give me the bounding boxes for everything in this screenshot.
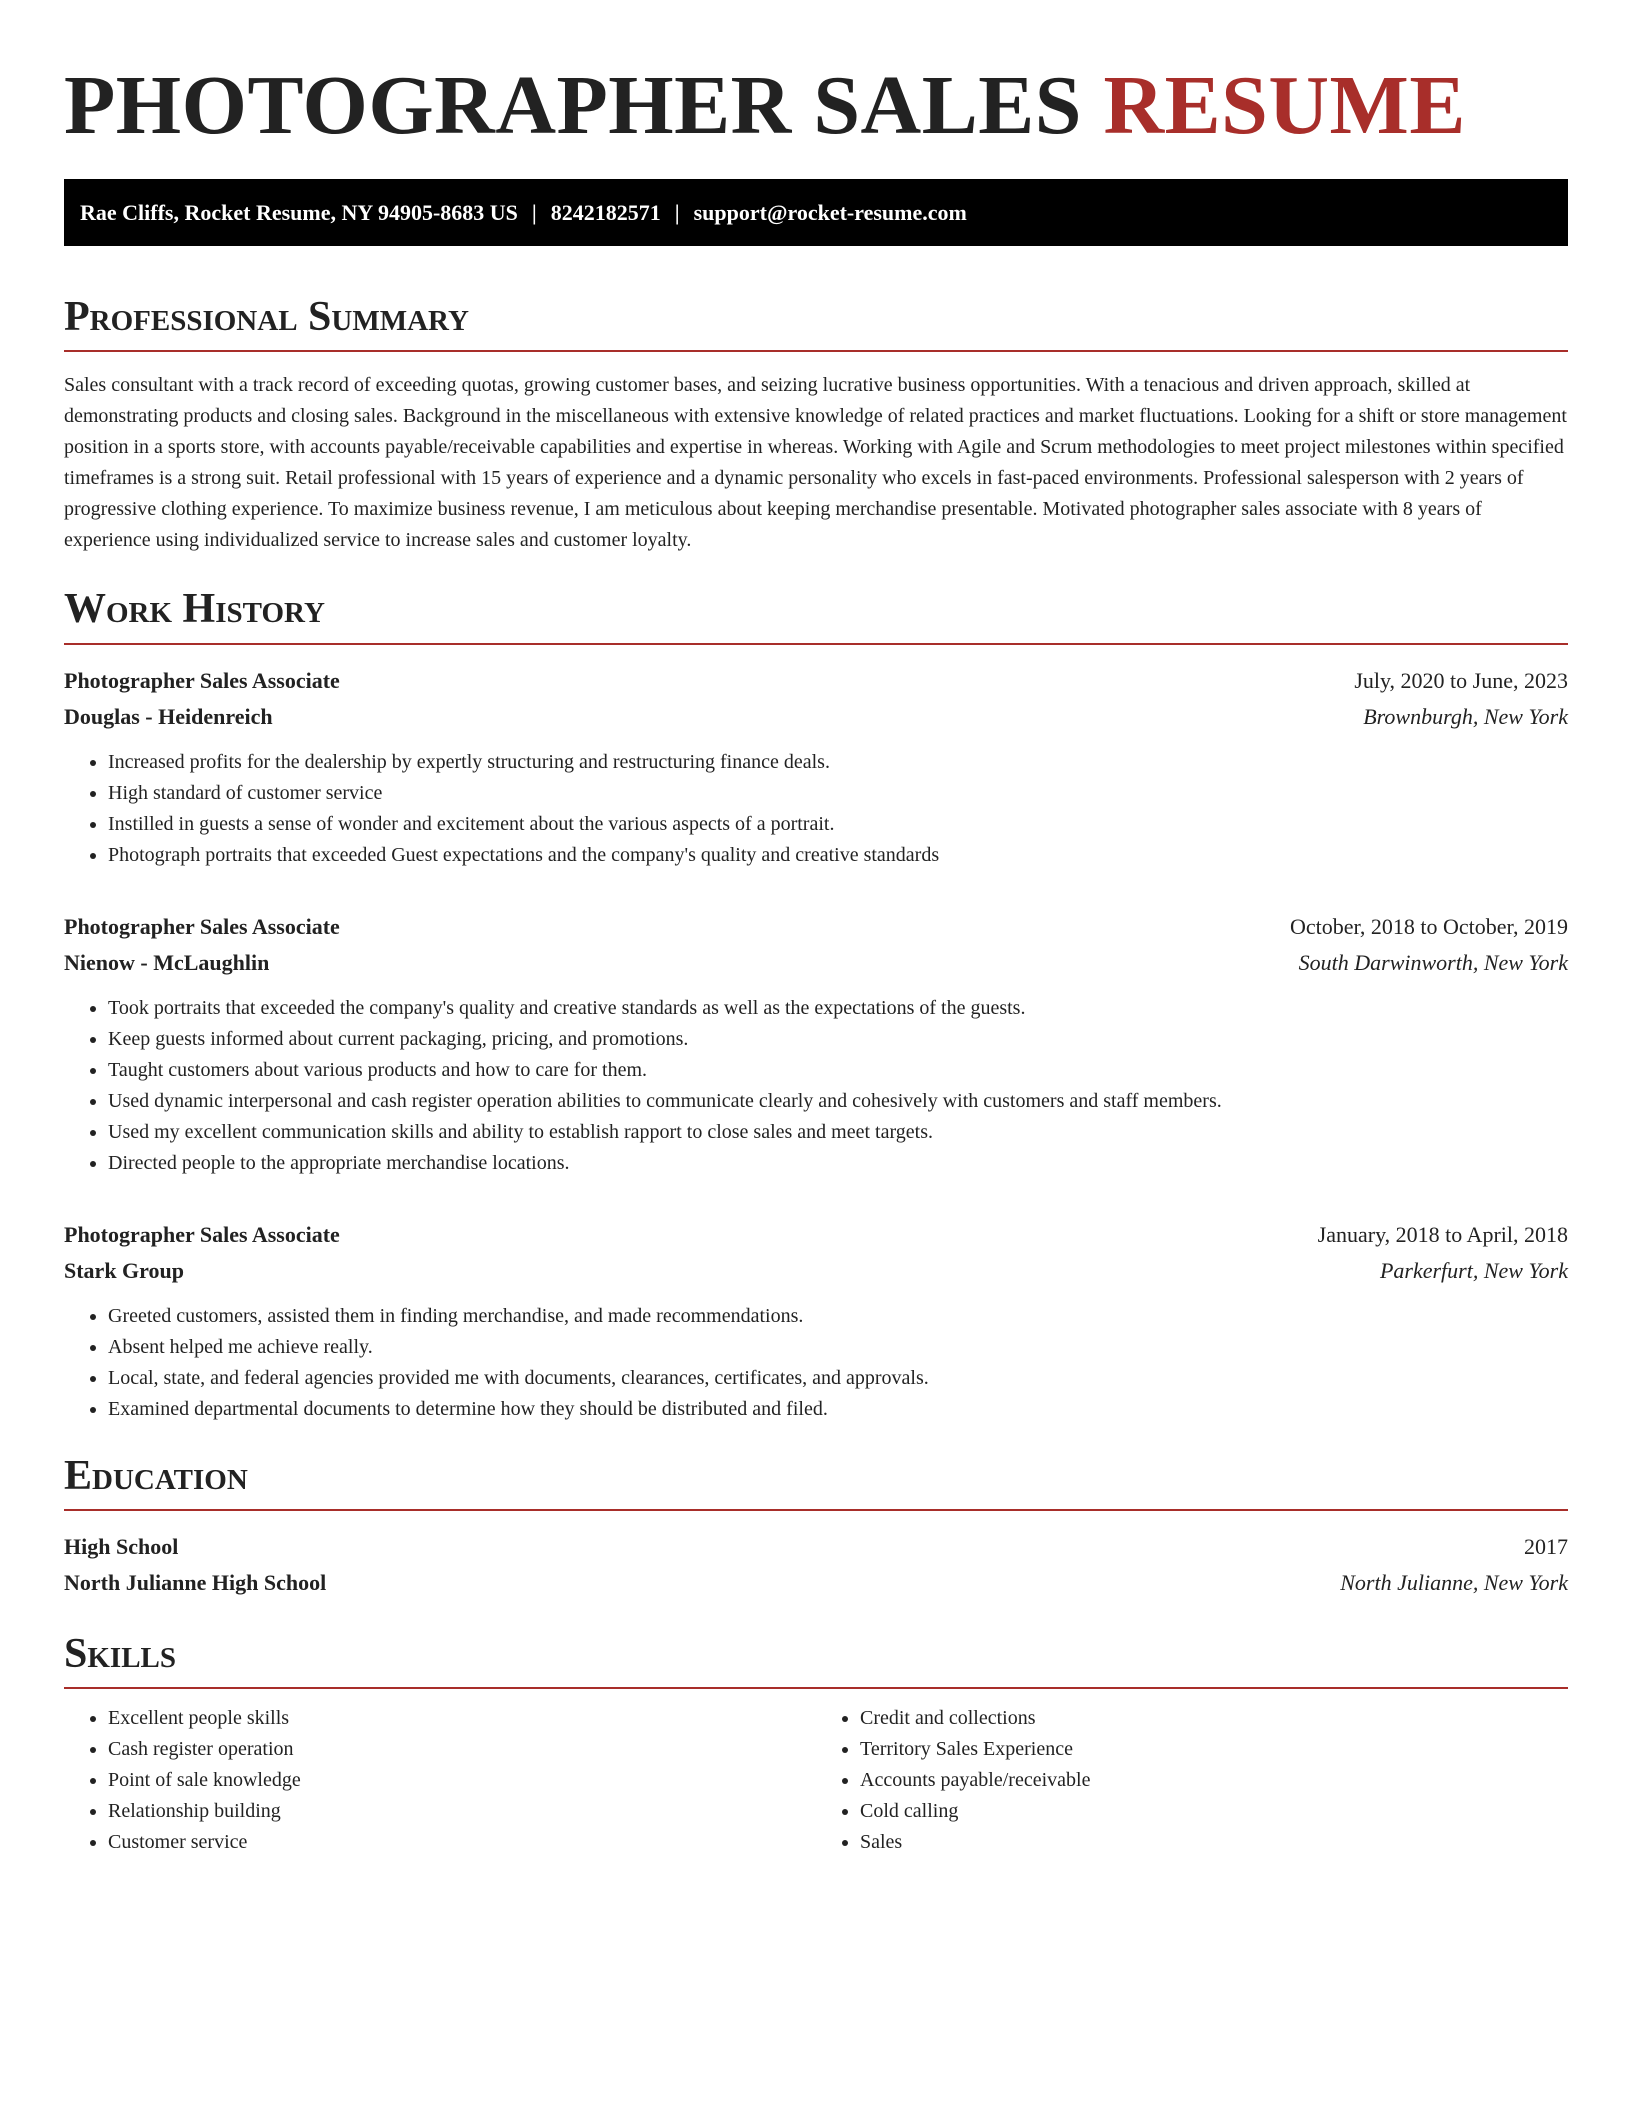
job-company-row	[64, 1253, 1568, 1289]
skill-item: • Credit and collections	[860, 1703, 1568, 1734]
skill-item: • Territory Sales Experience	[860, 1734, 1568, 1765]
contact-email: support@rocket-resume.com	[693, 199, 967, 225]
title-main: PHOTOGRAPHER SALES	[64, 59, 1082, 152]
job-company-row	[64, 699, 1568, 735]
job-title: Photographer Sales Associate	[64, 913, 340, 939]
education-school: North Julianne High School	[64, 1569, 327, 1595]
contact-separator: |	[674, 199, 680, 225]
job-company: Douglas - Heidenreich	[64, 703, 273, 729]
job-bullets	[64, 993, 1568, 1179]
education-school-row	[64, 1565, 1568, 1601]
list-item: • Taught customers about various products and how to care for them.	[108, 1055, 1568, 1086]
skill-item: • Accounts payable/receivable	[860, 1765, 1568, 1796]
job-header-row	[64, 663, 1568, 699]
list-item: • Directed people to the appropriate merchandise locations.	[108, 1148, 1568, 1179]
job-header-row	[64, 1217, 1568, 1253]
job-bullets	[64, 1301, 1568, 1425]
list-item: • Instilled in guests a sense of wonder and excitement about the various aspects of a portrait.	[108, 809, 1568, 840]
job-company: Nienow - McLaughlin	[64, 949, 270, 975]
education-year: 2017	[1524, 1533, 1568, 1559]
list-item: • High standard of customer service	[108, 778, 1568, 809]
job-bullets	[64, 747, 1568, 871]
job-location: Parkerfurt, New York	[1379, 1257, 1568, 1283]
contact-separator: |	[531, 199, 537, 225]
section-heading-summary: Professional Summary	[64, 292, 1568, 352]
job-entry	[64, 1217, 1568, 1425]
page-title	[64, 56, 1568, 157]
job-header-row	[64, 909, 1568, 945]
skill-item: • Cash register operation	[108, 1734, 816, 1765]
job-dates: January, 2018 to April, 2018	[1317, 1221, 1568, 1247]
job-location: Brownburgh, New York	[1363, 703, 1568, 729]
skills-list-left	[64, 1703, 816, 1858]
job-company: Stark Group	[64, 1257, 185, 1283]
skill-item: • Cold calling	[860, 1796, 1568, 1827]
job-dates: July, 2020 to June, 2023	[1354, 667, 1568, 693]
list-item: • Absent helped me achieve really.	[108, 1332, 1568, 1363]
section-heading-education: Education	[64, 1451, 1568, 1511]
job-title: Photographer Sales Associate	[64, 667, 340, 693]
education-degree-row	[64, 1529, 1568, 1565]
section-heading-skills: Skills	[64, 1629, 1568, 1689]
contact-bar	[64, 179, 1568, 246]
job-entry	[64, 663, 1568, 871]
list-item: • Keep guests informed about current packaging, pricing, and promotions.	[108, 1024, 1568, 1055]
skills-section	[64, 1629, 1568, 1858]
list-item: • Photograph portraits that exceeded Guest expectations and the company's quality and creative standards	[108, 840, 1568, 871]
job-title: Photographer Sales Associate	[64, 1221, 340, 1247]
skill-item: • Excellent people skills	[108, 1703, 816, 1734]
work-history-section	[64, 584, 1568, 1424]
job-dates: October, 2018 to October, 2019	[1289, 913, 1568, 939]
list-item: • Greeted customers, assisted them in finding merchandise, and made recommendations.	[108, 1301, 1568, 1332]
skill-item: • Customer service	[108, 1827, 816, 1858]
list-item: • Local, state, and federal agencies provided me with documents, clearances, certificates, and approvals.	[108, 1363, 1568, 1394]
contact-address: Rae Cliffs, Rocket Resume, NY 94905-8683 US	[80, 199, 518, 225]
education-section	[64, 1451, 1568, 1601]
skills-list-right	[816, 1703, 1568, 1858]
professional-summary-section	[64, 292, 1568, 556]
list-item: • Used my excellent communication skills and ability to establish rapport to close sales and meet targets.	[108, 1117, 1568, 1148]
education-degree: High School	[64, 1533, 179, 1559]
skill-item: • Relationship building	[108, 1796, 816, 1827]
skill-item: • Sales	[860, 1827, 1568, 1858]
list-item: • Increased profits for the dealership by expertly structuring and restructuring finance deals.	[108, 747, 1568, 778]
contact-phone: 8242182571	[550, 199, 661, 225]
job-location: South Darwinworth, New York	[1298, 949, 1568, 975]
skills-columns	[64, 1703, 1568, 1858]
list-item: • Examined departmental documents to determine how they should be distributed and filed.	[108, 1394, 1568, 1425]
job-entry	[64, 909, 1568, 1179]
education-location: North Julianne, New York	[1340, 1569, 1568, 1595]
list-item: • Took portraits that exceeded the company's quality and creative standards as well as the expectations of the guests.	[108, 993, 1568, 1024]
title-accent: RESUME	[1103, 59, 1466, 152]
section-heading-work: Work History	[64, 584, 1568, 644]
skill-item: • Point of sale knowledge	[108, 1765, 816, 1796]
summary-text: Sales consultant with a track record of exceeding quotas, growing customer bases, and seizing lucrative business opportunities. With a tenacious and driven approach, skilled at demonstrating products and closing sales. Background in the miscellaneous with extensive knowledge of related practices and market fluctuations. Looking for a shift or store management position in a sports store, with accounts payable/receivable capabilities and expertise in whereas. Working with Agile and Scrum methodologies to meet project milestones within specified timeframes is a strong suit. Retail professional with 15 years of experience and a dynamic personality who excels in fast-paced environments. Professional salesperson with 2 years of progressive clothing experience. To maximize business revenue, I am meticulous about keeping merchandise presentable. Motivated photographer sales associate with 8 years of experience using individualized service to increase sales and customer loyalty.	[64, 374, 1567, 552]
job-company-row	[64, 945, 1568, 981]
education-entry	[64, 1529, 1568, 1601]
list-item: • Used dynamic interpersonal and cash register operation abilities to communicate clearly and cohesively with customers and staff members.	[108, 1086, 1568, 1117]
